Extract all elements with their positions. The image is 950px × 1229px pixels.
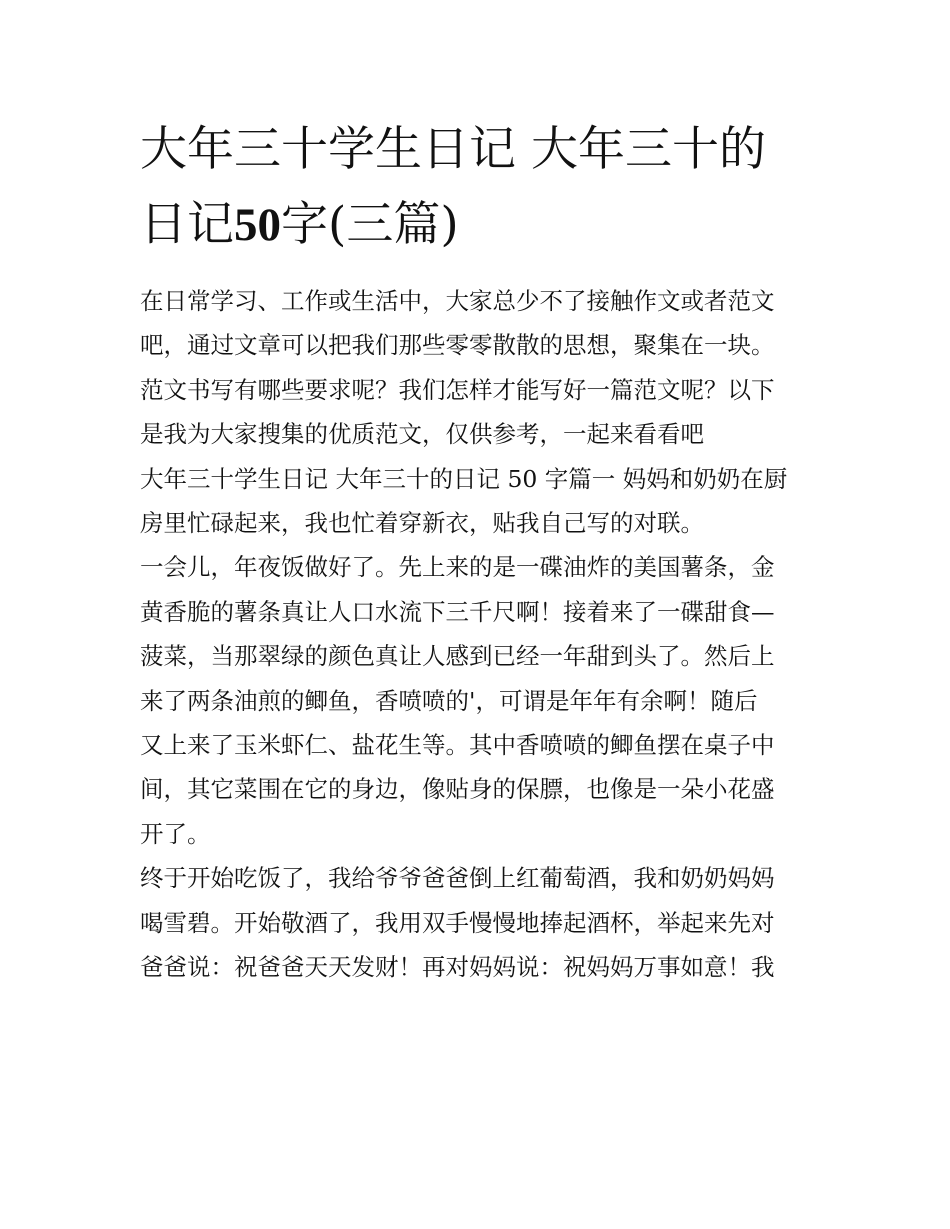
- text-line: 菠菜，当那翠绿的颜色真让人感到已经一年甜到头了。然后上: [140, 642, 775, 671]
- text-line: 吧，通过文章可以把我们那些零零散散的思想，聚集在一块。: [140, 331, 775, 360]
- text-line: 又上来了玉米虾仁、盐花生等。其中香喷喷的鲫鱼摆在桌子中: [140, 731, 775, 760]
- text-line: 是我为大家搜集的优质范文，仅供参考，一起来看看吧: [140, 420, 704, 449]
- page-title: [140, 112, 830, 263]
- text-line: 来了两条油煎的鲫鱼，香喷喷的'，可谓是年年有余啊！随后: [140, 686, 758, 715]
- title-line-2-start: 日记: [140, 197, 234, 252]
- text-line: 终于开始吃饭了，我给爷爷爸爸倒上红葡萄酒，我和奶奶妈妈: [140, 864, 775, 893]
- text-line: 一会儿，年夜饭做好了。先上来的是一碟油炸的美国薯条，金: [140, 553, 775, 582]
- text-line: 黄香脆的薯条真让人口水流下三千尺啊！接着来了一碟甜食—: [140, 597, 775, 626]
- text-line: 开了。: [140, 819, 211, 848]
- text-line: 房里忙碌起来，我也忙着穿新衣，贴我自己写的对联。: [140, 509, 704, 538]
- text-line: 间，其它菜围在它的身边，像贴身的保膘，也像是一朵小花盛: [140, 775, 775, 804]
- title-line-2-end: 字(三篇): [281, 197, 459, 252]
- title-line-2-number: 50: [234, 199, 281, 251]
- text-line: 爸爸说：祝爸爸天天发财！再对妈妈说：祝妈妈万事如意！我: [140, 953, 775, 982]
- text-line: 喝雪碧。开始敬酒了，我用双手慢慢地捧起酒杯，举起来先对: [140, 908, 775, 937]
- text-line: 大年三十学生日记 大年三十的日记 50 字篇一 妈妈和奶奶在厨: [140, 464, 788, 493]
- text-line: 范文书写有哪些要求呢？我们怎样才能写好一篇范文呢？以下: [140, 375, 775, 404]
- text-line: 在日常学习、工作或生活中，大家总少不了接触作文或者范文: [140, 287, 775, 315]
- title-line-1: 大年三十学生日记 大年三十的: [140, 122, 766, 177]
- body-text: [140, 279, 830, 990]
